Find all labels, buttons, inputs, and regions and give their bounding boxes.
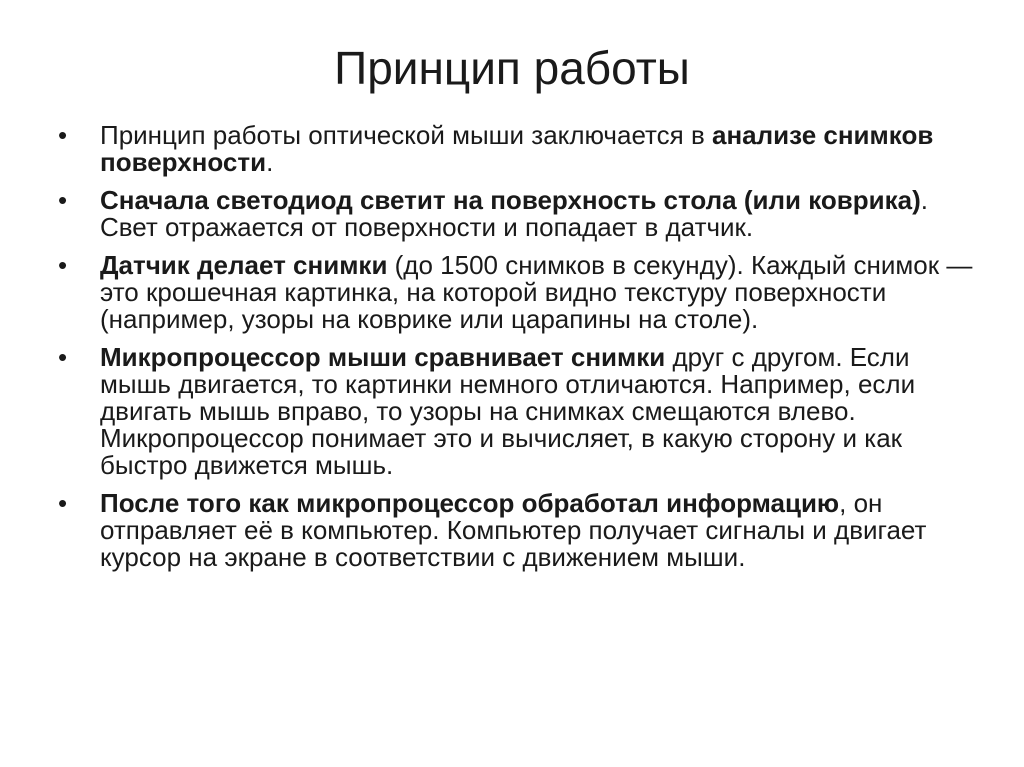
bullet-text: , он отправляет её в компьютер. Компьютер получает сигналы и двигает курсор на экране в соответствии с движением мыши. (100, 488, 927, 572)
bullet-icon: • (58, 342, 68, 372)
bullet-text: . Свет отражается от поверхности и попадает в датчик. (100, 185, 928, 242)
bullet-item (58, 344, 978, 479)
bullet-icon: • (58, 250, 68, 280)
bullet-emphasis: Датчик делает снимки (100, 250, 388, 280)
bullet-icon: • (58, 120, 68, 150)
bullet-list (58, 122, 978, 582)
bullet-icon: • (58, 185, 68, 215)
bullet-icon: • (58, 488, 68, 518)
slide-title: Принцип работы (334, 42, 690, 94)
bullet-item (58, 187, 978, 241)
bullet-emphasis: Микропроцессор мыши сравнивает снимки (100, 342, 666, 372)
bullet-item (58, 490, 978, 571)
bullet-text: . (266, 147, 274, 177)
bullet-emphasis: Сначала светодиод светит на поверхность стола (или коврика) (100, 185, 921, 215)
bullet-text: (до 1500 снимков в секунду). Каждый снимок — это крошечная картинка, на которой видно текстуру поверхности (например, узоры на коврике или царапины на столе). (100, 250, 973, 334)
bullet-emphasis: анализе снимков поверхности (100, 120, 934, 177)
bullet-item (58, 122, 978, 176)
bullet-text: друг с другом. Если мышь двигается, то картинки немного отличаются. Например, если двигать мышь вправо, то узоры на снимках смещаются влево. Микропроцессор понимает это и вычисляет, в какую сторону и как быстро движется мышь. (100, 342, 916, 480)
bullet-emphasis: После того как микропроцессор обработал информацию (100, 488, 840, 518)
bullet-item (58, 252, 978, 333)
bullet-text: Принцип работы оптической мыши заключается в (100, 120, 712, 150)
